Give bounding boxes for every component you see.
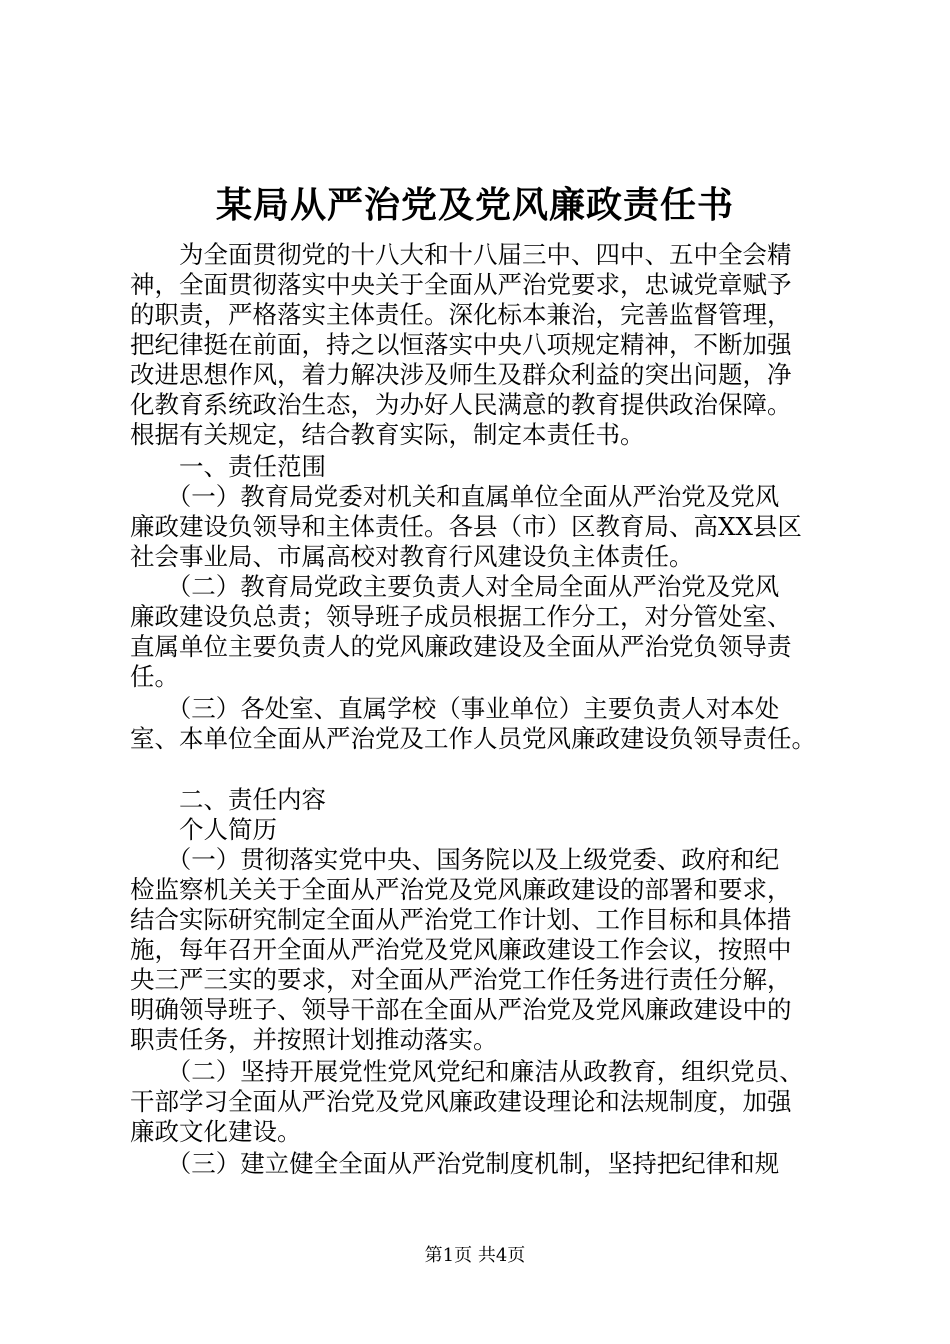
body-line: 干部学习全面从严治党及党风廉政建设理论和法规制度，加强 — [130, 1087, 792, 1116]
body-line: 改进思想作风，着力解决涉及师生及群众利益的突出问题，净 — [130, 360, 792, 389]
body-line: 施，每年召开全面从严治党及党风廉政建设工作会议，按照中 — [130, 935, 792, 964]
body-line: 明确领导班子、领导干部在全面从严治党及党风廉政建设中的 — [130, 995, 792, 1024]
body-line: （三）各处室、直属学校（事业单位）主要负责人对本处 — [130, 694, 780, 723]
body-line: 的职责，严格落实主体责任。深化标本兼治，完善监督管理， — [130, 300, 792, 329]
body-line: 职责任务，并按照计划推动落实。 — [130, 1025, 498, 1054]
body-line: （二）教育局党政主要负责人对全局全面从严治党及党风 — [130, 572, 780, 601]
body-line: 化教育系统政治生态，为办好人民满意的教育提供政治保障。 — [130, 390, 792, 419]
section-heading: 一、责任范围 — [130, 452, 326, 481]
body-line: （二）坚持开展党性党风党纪和廉洁从政教育，组织党员、 — [130, 1057, 804, 1086]
body-line: 检监察机关关于全面从严治党及党风廉政建设的部署和要求， — [130, 875, 792, 904]
body-line: 结合实际研究制定全面从严治党工作计划、工作目标和具体措 — [130, 905, 792, 934]
body-line: 直属单位主要负责人的党风廉政建设及全面从严治党负领导责 — [130, 632, 792, 661]
body-line: 社会事业局、市属高校对教育行风建设负主体责任。 — [130, 542, 694, 571]
body-line: 个人简历 — [130, 815, 277, 844]
body-line: 廉政建设负领导和主体责任。各县（市）区教育局、高XX县区 — [130, 512, 802, 541]
body-line: （一）教育局党委对机关和直属单位全面从严治党及党风 — [130, 482, 780, 511]
body-line: （一）贯彻落实党中央、国务院以及上级党委、政府和纪 — [130, 845, 780, 874]
body-line: 把纪律挺在前面，持之以恒落实中央八项规定精神，不断加强 — [130, 330, 792, 359]
body-line: 廉政文化建设。 — [130, 1117, 302, 1146]
body-line: 室、本单位全面从严治党及工作人员党风廉政建设负领导责任。 — [130, 724, 816, 753]
page-footer: 第1页 共4页 — [424, 1245, 526, 1266]
body-line: 为全面贯彻党的十八大和十八届三中、四中、五中全会精 — [130, 240, 792, 269]
body-line: 神，全面贯彻落实中央关于全面从严治党要求，忠诚党章赋予 — [130, 270, 792, 299]
body-line: 央三严三实的要求，对全面从严治党工作任务进行责任分解， — [130, 965, 792, 994]
body-line: 廉政建设负总责；领导班子成员根据工作分工，对分管处室、 — [130, 602, 792, 631]
body-line: 任。 — [130, 662, 179, 691]
body-line: （三）建立健全全面从严治党制度机制，坚持把纪律和规 — [130, 1149, 780, 1178]
body-line: 根据有关规定，结合教育实际，制定本责任书。 — [130, 420, 645, 449]
document-title: 某局从严治党及党风廉政责任书 — [215, 184, 734, 226]
section-heading: 二、责任内容 — [130, 785, 326, 814]
